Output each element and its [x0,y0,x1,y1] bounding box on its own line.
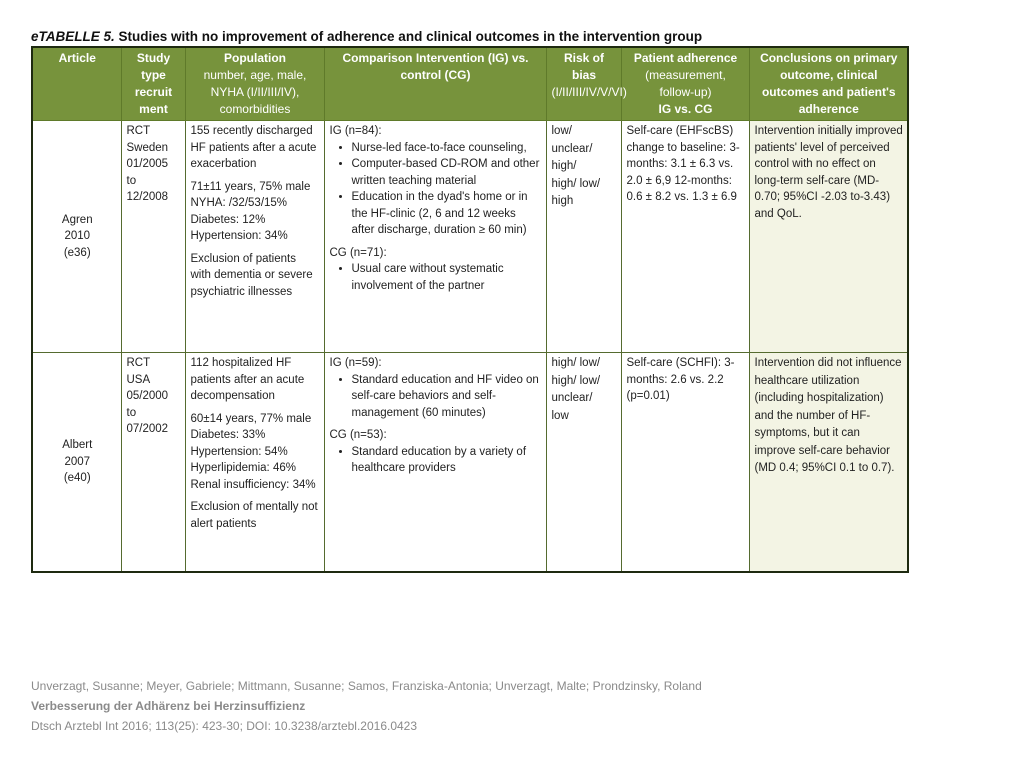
cell-comparison: IG (n=84): • Nurse-led face-to-face counseling, • Computer-based CD-ROM and other written teaching material • Education in the dyad's home or in the HF-clinic (2, 6 and 12 weeks after discharge, duration ≥ 60 min) CG (n=71): • Usual care without systematic involvement of the partner [324,121,546,353]
cell-article: Agren 2010 (e36) [32,121,121,353]
table-title [31,29,702,44]
cell-population: 155 recently discharged HF patients after a acute exacerbation 71±11 years, 75% male NYHA: /32/53/15% Diabetes: 12% Hypertension: 34% Exclusion of patients with dementia or severe psychiatric illnesses [185,121,324,353]
cell-study: RCT USA 05/2000 to 07/2002 [121,353,185,572]
cell-conclusion: Intervention did not influence healthcare utilization (including hospitalization) and the number of HF-symptoms, but it can improve self-care behavior (MD 0.4; 95%CI 0.1 to 0.7). [749,353,908,572]
list-item: • Usual care without systematic involvement of the partner [352,261,542,294]
cell-risk: high/ low/ high/ low/ unclear/ low [546,353,621,572]
cell-risk: low/ unclear/ high/ high/ low/ high [546,121,621,353]
list-item: • Education in the dyad's home or in the HF-clinic (2, 6 and 12 weeks after discharge, duration ≥ 60 min) [352,189,542,239]
header-article: Article [32,47,121,121]
list-item: • Standard education by a variety of healthcare providers [352,444,542,477]
table-title-label: eTABELLE 5. [31,29,115,44]
studies-table [31,46,909,573]
cell-article: Albert 2007 (e40) [32,353,121,572]
table-row [32,121,908,353]
table-row [32,353,908,572]
footer-citation: Dtsch Arztebl Int 2016; 113(25): 423-30; DOI: 10.3238/arztebl.2016.0423 [31,719,418,733]
cell-conclusion: Intervention initially improved patients' level of perceived control with no effect on long-term self-care (MD-0.70; 95%CI -2.03 to-3.43) and QoL. [749,121,908,353]
header-adherence: Patient adherence (measurement, follow-up) IG vs. CG [621,47,749,121]
header-study-type: Study type recruit ment [121,47,185,121]
header-row [32,47,908,121]
cell-population: 112 hospitalized HF patients after an acute decompensation 60±14 years, 77% male Diabetes: 33% Hypertension: 54% Hyperlipidemia: 46% Renal insufficiency: 34% Exclusion of mentally not alert patients [185,353,324,572]
cell-adherence: Self-care (SCHFI): 3-months: 2.6 vs. 2.2 (p=0.01) [621,353,749,572]
cell-study: RCT Sweden 01/2005 to 12/2008 [121,121,185,353]
footer-title: Verbesserung der Adhärenz bei Herzinsuffizienz [31,699,306,713]
header-population: Population number, age, male, NYHA (I/II/III/IV), comorbidities [185,47,324,121]
list-item: • Nurse-led face-to-face counseling, [352,140,542,157]
footer-authors: Unverzagt, Susanne; Meyer, Gabriele; Mittmann, Susanne; Samos, Franziska-Antonia; Unverzagt, Malte; Prondzinsky, Roland [31,679,702,693]
cell-comparison: IG (n=59): • Standard education and HF video on self-care behaviors and self-management (60 minutes) CG (n=53): • Standard education by a variety of healthcare providers [324,353,546,572]
header-conclusions: Conclusions on primary outcome, clinical outcomes and patient's adherence [749,47,908,121]
list-item: • Computer-based CD-ROM and other written teaching material [352,156,542,189]
list-item: • Standard education and HF video on self-care behaviors and self-management (60 minutes) [352,372,542,422]
table-title-text: Studies with no improvement of adherence and clinical outcomes in the intervention group [114,29,703,44]
cell-adherence: Self-care (EHFscBS) change to baseline: 3-months: 3.1 ± 6.3 vs. 2.0 ± 6,9 12-months: 0.6 ± 8.2 vs. 1.3 ± 6.9 [621,121,749,353]
header-comparison: Comparison Intervention (IG) vs. control (CG) [324,47,546,121]
header-risk-of-bias: Risk of bias (I/II/III/IV/V/VI) [546,47,621,121]
